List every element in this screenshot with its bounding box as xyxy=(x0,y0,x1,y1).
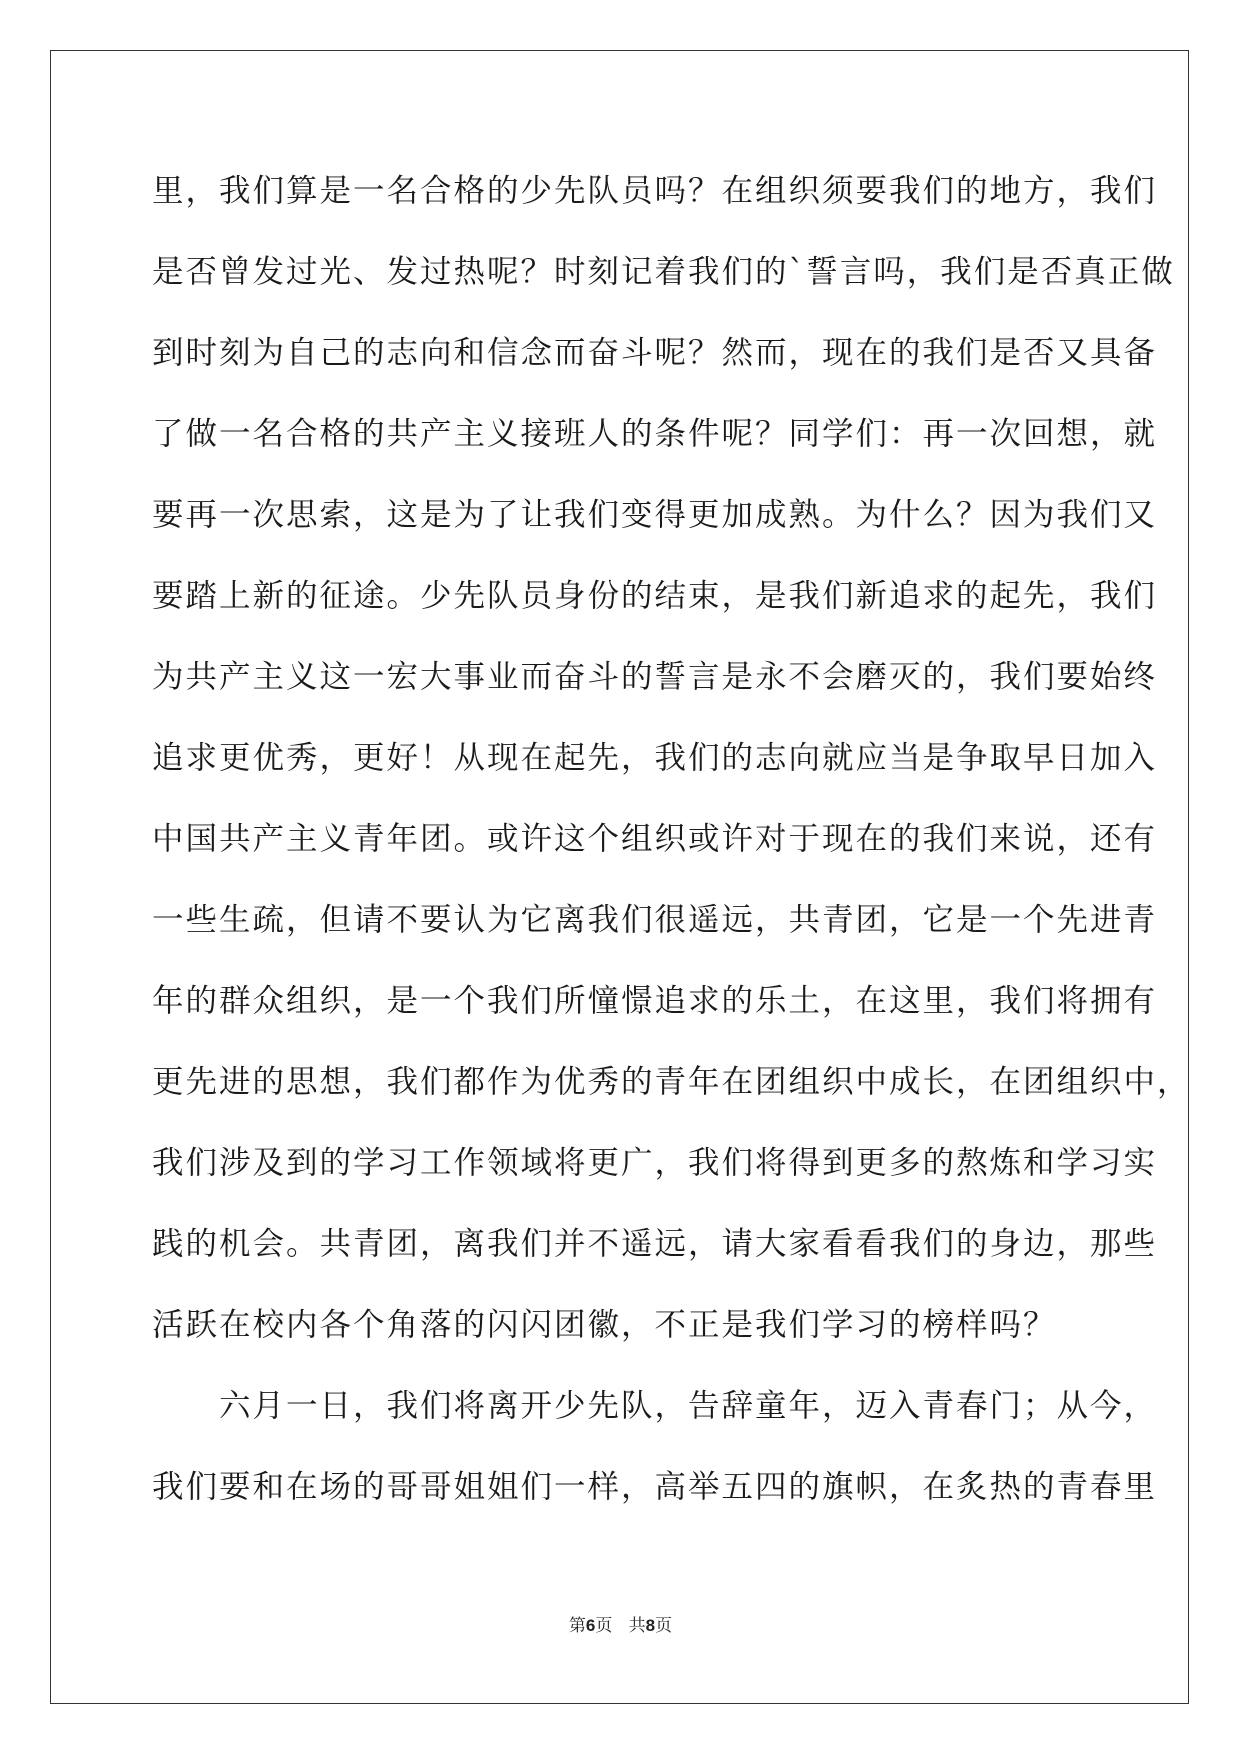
body-text-line: 更先进的思想，我们都作为优秀的青年在团组织中成长，在团组织中， xyxy=(152,1064,1191,1100)
body-text-line: 追求更优秀，更好！从现在起先，我们的志向就应当是争取早日加入 xyxy=(152,740,1158,776)
body-text-line: 六月一日，我们将离开少先队，告辞童年，迈入青春门；从今， xyxy=(152,1388,1158,1424)
body-text-line: 要踏上新的征途。少先队员身份的结束，是我们新追求的起先，我们 xyxy=(152,578,1158,614)
body-text-line: 要再一次思索，这是为了让我们变得更加成熟。为什么？因为我们又 xyxy=(152,497,1158,533)
body-text-line: 一些生疏，但请不要认为它离我们很遥远，共青团，它是一个先进青 xyxy=(152,902,1158,938)
total-prefix: 共 xyxy=(628,1616,646,1636)
current-page-number: 6 xyxy=(585,1616,596,1635)
body-text-line: 为共产主义这一宏大事业而奋斗的誓言是永不会磨灭的，我们要始终 xyxy=(152,659,1158,695)
page-prefix: 第 xyxy=(568,1616,586,1636)
body-text-line: 里，我们算是一名合格的少先队员吗？在组织须要我们的地方，我们 xyxy=(152,173,1158,209)
total-pages-number: 8 xyxy=(645,1616,656,1635)
body-text-line: 中国共产主义青年团。或许这个组织或许对于现在的我们来说，还有 xyxy=(152,821,1158,857)
body-text-line: 我们要和在场的哥哥姐姐们一样，高举五四的旗帜，在炙热的青春里 xyxy=(152,1469,1158,1505)
page-number-footer xyxy=(0,1614,1241,1638)
body-text-line: 践的机会。共青团，离我们并不遥远，请大家看看我们的身边，那些 xyxy=(152,1226,1158,1262)
body-text-line: 年的群众组织，是一个我们所憧憬追求的乐土，在这里，我们将拥有 xyxy=(152,983,1158,1019)
page-suffix: 页 xyxy=(595,1616,613,1636)
body-text-line: 我们涉及到的学习工作领域将更广，我们将得到更多的熬炼和学习实 xyxy=(152,1145,1158,1181)
total-suffix: 页 xyxy=(655,1616,673,1636)
body-text-line: 是否曾发过光、发过热呢？时刻记着我们的`誓言吗，我们是否真正做 xyxy=(152,254,1175,290)
body-text-line: 到时刻为自己的志向和信念而奋斗呢？然而，现在的我们是否又具备 xyxy=(152,335,1158,371)
body-text-line: 了做一名合格的共产主义接班人的条件呢？同学们：再一次回想，就 xyxy=(152,416,1158,452)
body-text-line: 活跃在校内各个角落的闪闪团徽，不正是我们学习的榜样吗？ xyxy=(152,1307,1057,1343)
